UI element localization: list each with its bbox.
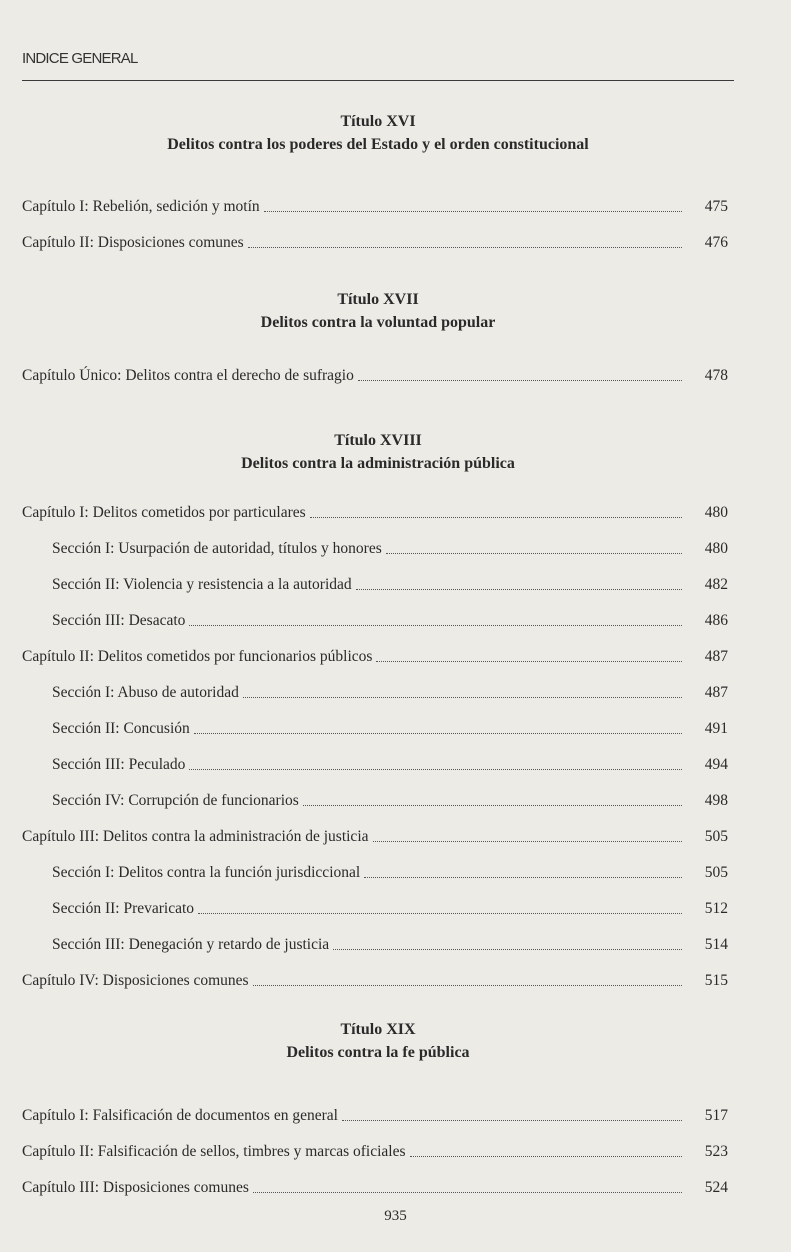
section-title: Título XVIII (334, 432, 422, 449)
dot-leader (342, 1106, 682, 1121)
dot-leader (248, 233, 682, 248)
dot-leader (364, 863, 682, 878)
entry-page: 514 (704, 936, 728, 953)
section-title: Título XVI (340, 113, 416, 130)
entry-label: Capítulo Único: Delitos contra el derecho de sufragio (22, 367, 354, 384)
entry-page: 505 (704, 828, 728, 845)
toc-entry[interactable] (22, 575, 734, 611)
entry-label: Capítulo II: Falsificación de sellos, timbres y marcas oficiales (22, 1143, 406, 1160)
dot-leader (333, 935, 682, 950)
entry-label: Sección I: Usurpación de autoridad, títulos y honores (52, 540, 382, 557)
section-title: Título XIX (340, 1021, 416, 1038)
section-subtitle: Delitos contra la voluntad popular (260, 314, 496, 331)
entry-label: Capítulo I: Delitos cometidos por particulares (22, 504, 306, 521)
toc-entry[interactable] (22, 647, 734, 683)
toc-entry[interactable] (22, 611, 734, 647)
page-number: 935 (384, 1208, 407, 1224)
dot-leader (358, 366, 682, 381)
toc-entry[interactable] (22, 503, 734, 539)
toc-section-titulo-xvi (22, 110, 734, 269)
entry-page: 482 (704, 576, 728, 593)
entry-page: 498 (704, 792, 728, 809)
dot-leader (376, 647, 682, 662)
entry-page: 523 (704, 1143, 728, 1160)
entry-label: Sección II: Concusión (52, 720, 190, 737)
dot-leader (189, 755, 682, 770)
toc-entry[interactable] (22, 719, 734, 755)
toc-entry[interactable] (22, 935, 734, 971)
entry-label: Capítulo I: Rebelión, sedición y motín (22, 198, 260, 215)
section-subtitle: Delitos contra los poderes del Estado y el orden constitucional (167, 136, 589, 153)
running-head: INDICE GENERAL (22, 50, 138, 67)
entry-label: Sección I: Delitos contra la función jurisdiccional (52, 864, 361, 881)
entry-label: Sección IV: Corrupción de funcionarios (52, 792, 299, 809)
entry-label: Capítulo IV: Disposiciones comunes (22, 972, 249, 989)
entry-label: Capítulo III: Disposiciones comunes (22, 1179, 249, 1196)
entry-page: 480 (704, 504, 728, 521)
section-subtitle: Delitos contra la fe pública (286, 1044, 470, 1061)
toc-entry[interactable] (22, 366, 734, 402)
dot-leader (310, 503, 682, 518)
toc-entry[interactable] (22, 197, 734, 233)
toc-entry[interactable] (22, 791, 734, 827)
dot-leader (243, 683, 682, 698)
toc-section-titulo-xviii (22, 429, 734, 1007)
entry-page: 505 (704, 864, 728, 881)
entry-page: 487 (704, 684, 728, 701)
toc-section-titulo-xvii (22, 288, 734, 402)
entry-label: Sección I: Abuso de autoridad (52, 684, 239, 701)
toc-entry[interactable] (22, 1106, 734, 1142)
dot-leader (356, 575, 682, 590)
dot-leader (264, 197, 682, 212)
dot-leader (189, 611, 682, 626)
toc-entry[interactable] (22, 683, 734, 719)
entry-page: 491 (704, 720, 728, 737)
entry-page: 486 (704, 612, 728, 629)
dot-leader (198, 899, 682, 914)
entry-page: 512 (704, 900, 728, 917)
dot-leader (253, 1178, 682, 1193)
entry-label: Sección III: Denegación y retardo de justicia (52, 936, 330, 953)
entry-page: 517 (704, 1107, 728, 1124)
dot-leader (373, 827, 682, 842)
entry-label: Capítulo III: Delitos contra la administración de justicia (22, 828, 369, 845)
entry-page: 478 (704, 367, 728, 384)
entry-label: Sección III: Desacato (52, 612, 186, 629)
toc-entry[interactable] (22, 539, 734, 575)
entry-label: Sección II: Violencia y resistencia a la autoridad (52, 576, 352, 593)
entry-label: Sección II: Prevaricato (52, 900, 195, 917)
toc-entry[interactable] (22, 863, 734, 899)
entry-page: 475 (704, 198, 728, 215)
entry-page: 476 (704, 234, 728, 251)
dot-leader (410, 1142, 682, 1157)
toc-entry[interactable] (22, 971, 734, 1007)
dot-leader (386, 539, 682, 554)
toc-entry[interactable] (22, 755, 734, 791)
entry-label: Capítulo II: Delitos cometidos por funcionarios públicos (22, 648, 373, 665)
entry-label: Capítulo II: Disposiciones comunes (22, 234, 244, 251)
entry-label: Capítulo I: Falsificación de documentos en general (22, 1107, 338, 1124)
dot-leader (194, 719, 682, 734)
toc-entry[interactable] (22, 827, 734, 863)
entry-label: Sección III: Peculado (52, 756, 186, 773)
entry-page: 524 (704, 1179, 728, 1196)
toc-entry[interactable] (22, 233, 734, 269)
section-title: Título XVII (337, 291, 419, 308)
entry-page: 487 (704, 648, 728, 665)
toc-section-titulo-xix (22, 1018, 734, 1214)
toc-entry[interactable] (22, 899, 734, 935)
entry-page: 480 (704, 540, 728, 557)
dot-leader (253, 971, 682, 986)
entry-page: 494 (704, 756, 728, 773)
entry-page: 515 (704, 972, 728, 989)
dot-leader (303, 791, 682, 806)
header-rule (22, 80, 734, 81)
toc-entry[interactable] (22, 1142, 734, 1178)
section-subtitle: Delitos contra la administración pública (241, 455, 515, 472)
